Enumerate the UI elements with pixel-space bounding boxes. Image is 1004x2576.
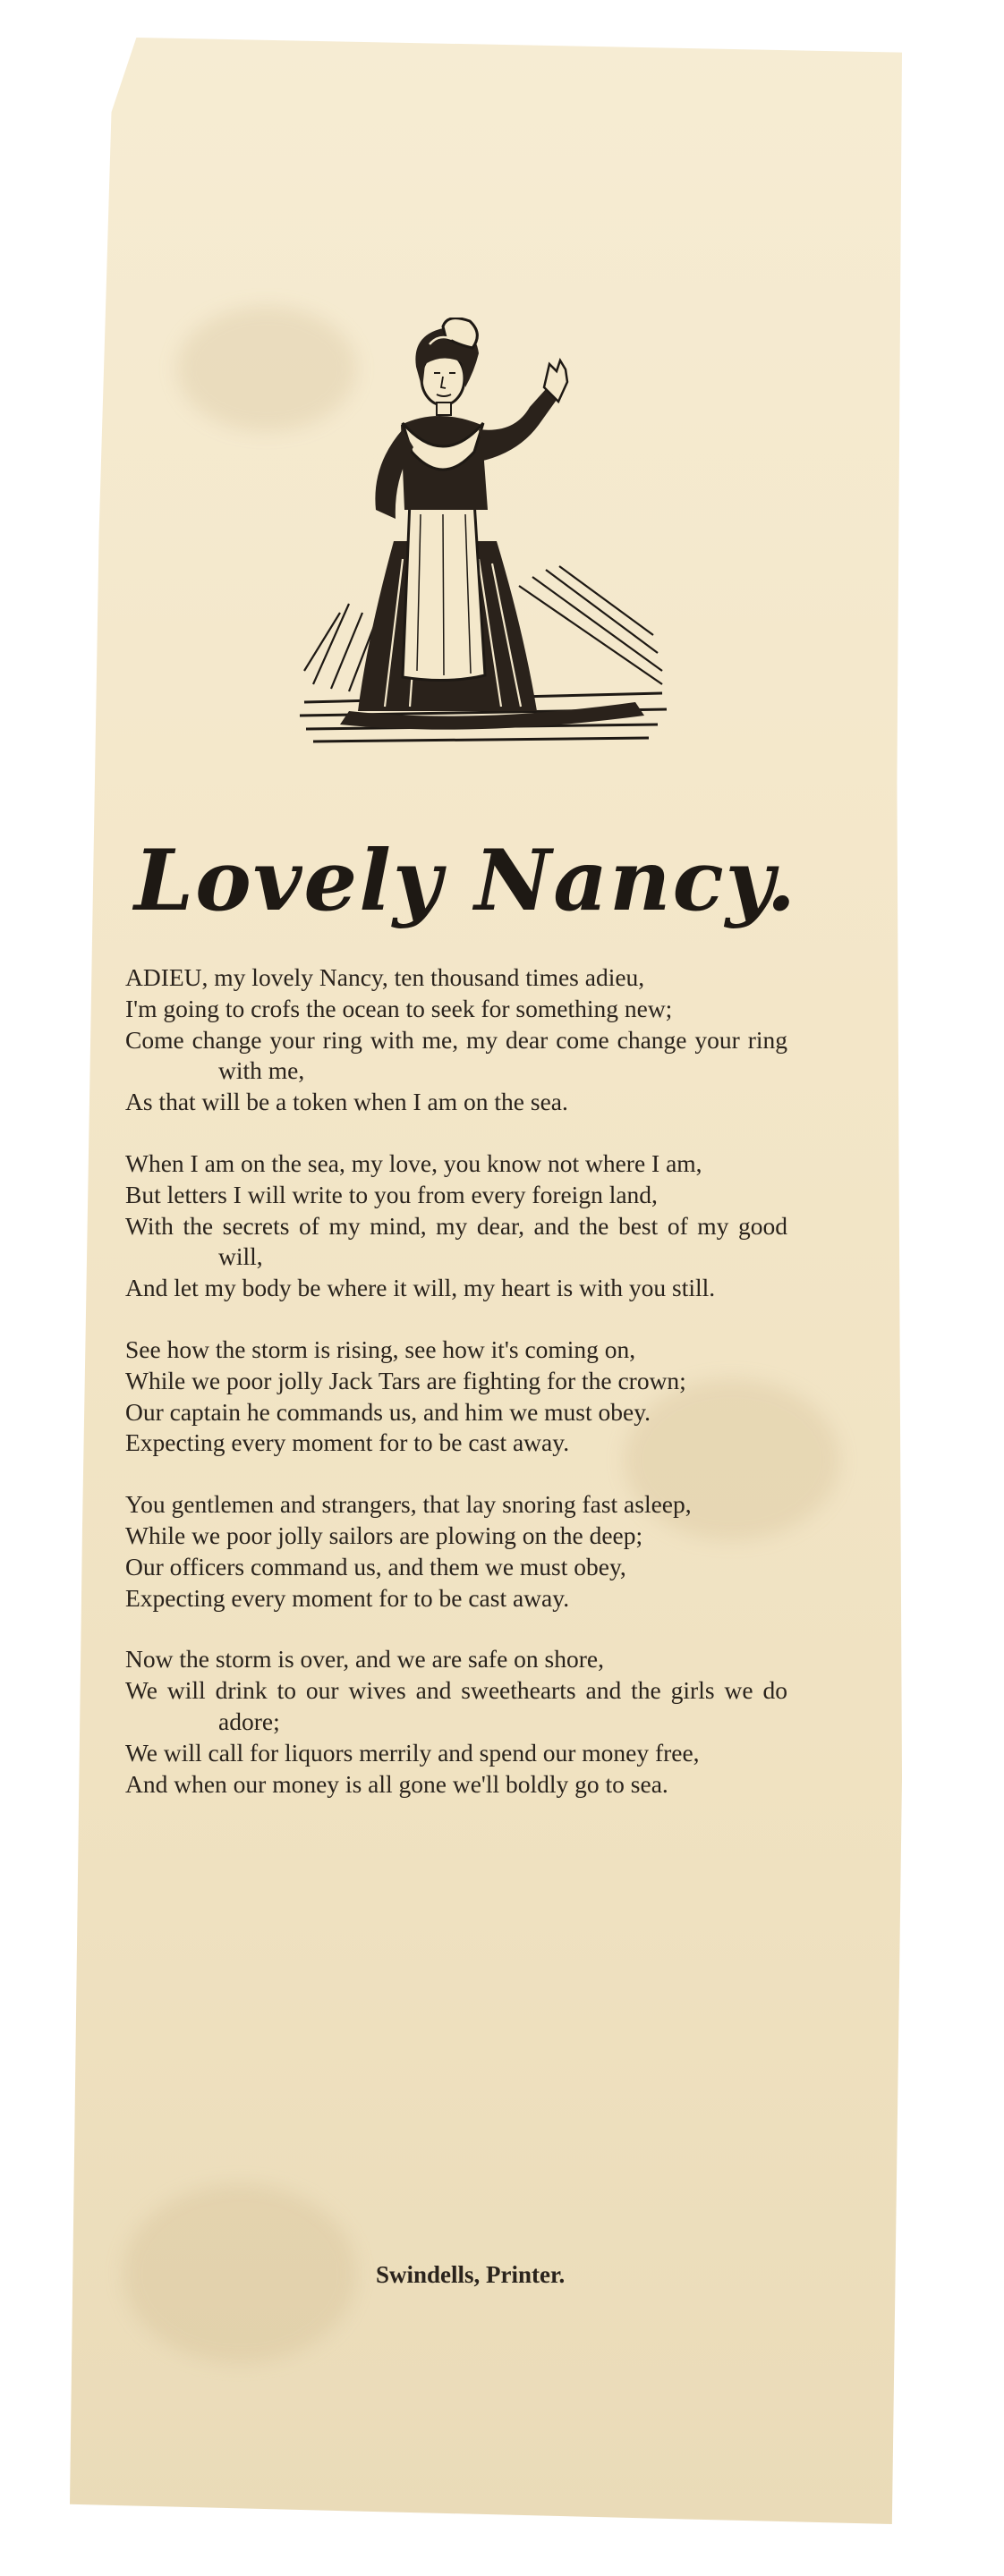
stanza [125, 962, 787, 1118]
printer-imprint: Swindells, Printer. [376, 2261, 566, 2288]
verse-line: We will drink to our wives and sweethearts and the girls we do adore; [125, 1676, 787, 1735]
stanza [125, 1644, 787, 1800]
verse-line: See how the storm is rising, see how it's coming on, [125, 1335, 636, 1363]
verse-line: You gentlemen and strangers, that lay snoring fast asleep, [125, 1490, 692, 1519]
woman-figure-woodcut-icon [295, 318, 671, 765]
verse-line: Expecting every moment for to be cast away. [125, 1583, 570, 1612]
verse-line: Our officers command us, and them we must obey, [125, 1552, 626, 1580]
verse-line: But letters I will write to you from every foreign land, [125, 1180, 658, 1208]
verse-line: I'm going to crofs the ocean to seek for something new; [125, 994, 673, 1022]
verse-line: Our captain he commands us, and him we must obey. [125, 1397, 651, 1426]
verse-line: When I am on the sea, my love, you know not where I am, [125, 1148, 702, 1177]
verse-line: With the secrets of my mind, my dear, and the best of my good will, [125, 1211, 787, 1271]
stanza [125, 1335, 787, 1459]
verse-line: And when our money is all gone we'll boldly go to sea. [125, 1769, 668, 1798]
verse-line: While we poor jolly Jack Tars are fighting for the crown; [125, 1366, 686, 1394]
ballad-text [125, 962, 787, 1830]
verse-line: As that will be a token when I am on the sea. [125, 1088, 568, 1116]
paper-stain [123, 2184, 356, 2363]
verse-line: While we poor jolly sailors are plowing on the deep; [125, 1521, 643, 1549]
verse-line: And let my body be where it will, my heart is with you still. [125, 1274, 716, 1302]
verse-line: Now the storm is over, and we are safe on shore, [125, 1645, 604, 1674]
stanza [125, 1489, 787, 1614]
verse-line: Come change your ring with me, my dear come change your ring with me, [125, 1025, 787, 1085]
verse-line: Expecting every moment for to be cast away. [125, 1428, 570, 1457]
verse-line: We will call for liquors merrily and spend our money free, [125, 1738, 700, 1767]
verse-line: ADIEU, my lovely Nancy, ten thousand times adieu, [125, 963, 645, 991]
stanza [125, 1148, 787, 1304]
ballad-title: Lovely Nancy. [134, 832, 798, 930]
